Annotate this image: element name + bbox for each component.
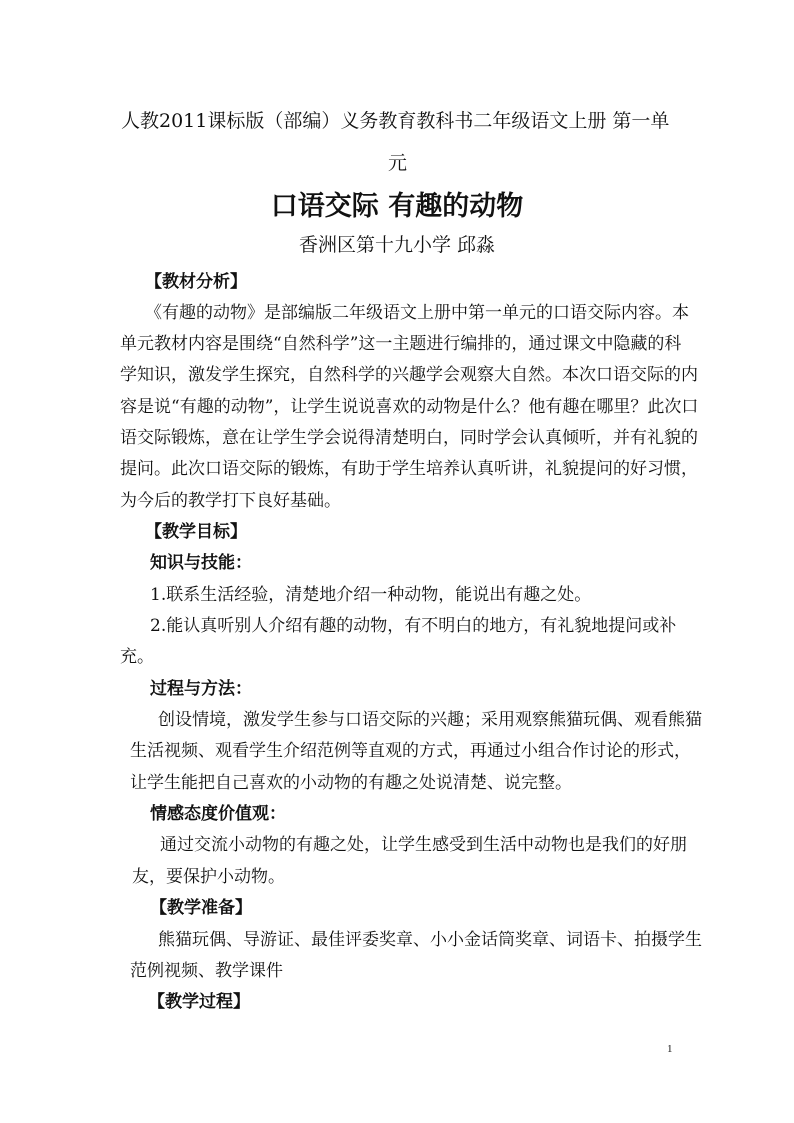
knowledge-item-continuation: 充。: [120, 647, 154, 667]
knowledge-heading: 知识与技能：: [150, 553, 252, 573]
analysis-line: 语交际锻炼，意在让学生学会说得清楚明白，同时学会认真倾听，并有礼貌的: [120, 428, 698, 448]
teaching-process-heading: 【教学过程】: [148, 992, 250, 1012]
prep-line: 熊猫玩偶、导游证、最佳评委奖章、小小金话筒奖章、词语卡、拍摄学生: [158, 930, 702, 950]
analysis-heading: 【教材分析】: [145, 272, 247, 292]
analysis-line: 提问。此次口语交际的锻炼，有助于学生培养认真听讲，礼貌提问的好习惯，: [120, 459, 698, 479]
analysis-line: 为今后的教学打下良好基础。: [120, 491, 341, 511]
author-line: 香洲区第十九小学 邱淼: [298, 234, 496, 256]
process-line: 创设情境，激发学生参与口语交际的兴趣；采用观察熊猫玩偶、观看熊猫: [158, 710, 702, 730]
analysis-line: 《有趣的动物》是部编版二年级语文上册中第一单元的口语交际内容。本: [145, 303, 689, 323]
document-subtitle-line-2: 元: [388, 152, 408, 174]
analysis-line: 容是说“有趣的动物”，让学生说说喜欢的动物是什么？他有趣在哪里？此次口: [120, 397, 699, 417]
prep-heading: 【教学准备】: [150, 898, 252, 918]
emotion-heading: 情感态度价值观：: [150, 804, 286, 824]
knowledge-item: 2.能认真听别人介绍有趣的动物，有不明白的地方，有礼貌地提问或补: [150, 616, 677, 636]
process-heading: 过程与方法：: [150, 679, 252, 699]
emotion-line: 通过交流小动物的有趣之处，让学生感受到生活中动物也是我们的好朋: [160, 835, 687, 855]
goals-heading: 【教学目标】: [145, 522, 247, 542]
process-line: 生活视频、观看学生介绍范例等直观的方式，再通过小组合作讨论的形式，: [130, 741, 691, 761]
document-subtitle-line-1: 人教2011课标版（部编）义务教育教科书二年级语文上册 第一单: [121, 110, 670, 132]
process-line: 让学生能把自己喜欢的小动物的有趣之处说清楚、说完整。: [130, 773, 572, 793]
page-number: 1: [667, 1043, 673, 1055]
analysis-line: 单元教材内容是围绕“自然科学”这一主题进行编排的，通过课文中隐藏的科: [120, 334, 682, 354]
page-title: 口语交际 有趣的动物: [270, 191, 524, 222]
knowledge-item: 1.联系生活经验，清楚地介绍一种动物，能说出有趣之处。: [150, 585, 592, 605]
emotion-line: 友，要保护小动物。: [132, 867, 285, 887]
analysis-line: 学知识，激发学生探究，自然科学的兴趣学会观察大自然。本次口语交际的内: [120, 365, 698, 385]
prep-line: 范例视频、教学课件: [130, 961, 283, 981]
